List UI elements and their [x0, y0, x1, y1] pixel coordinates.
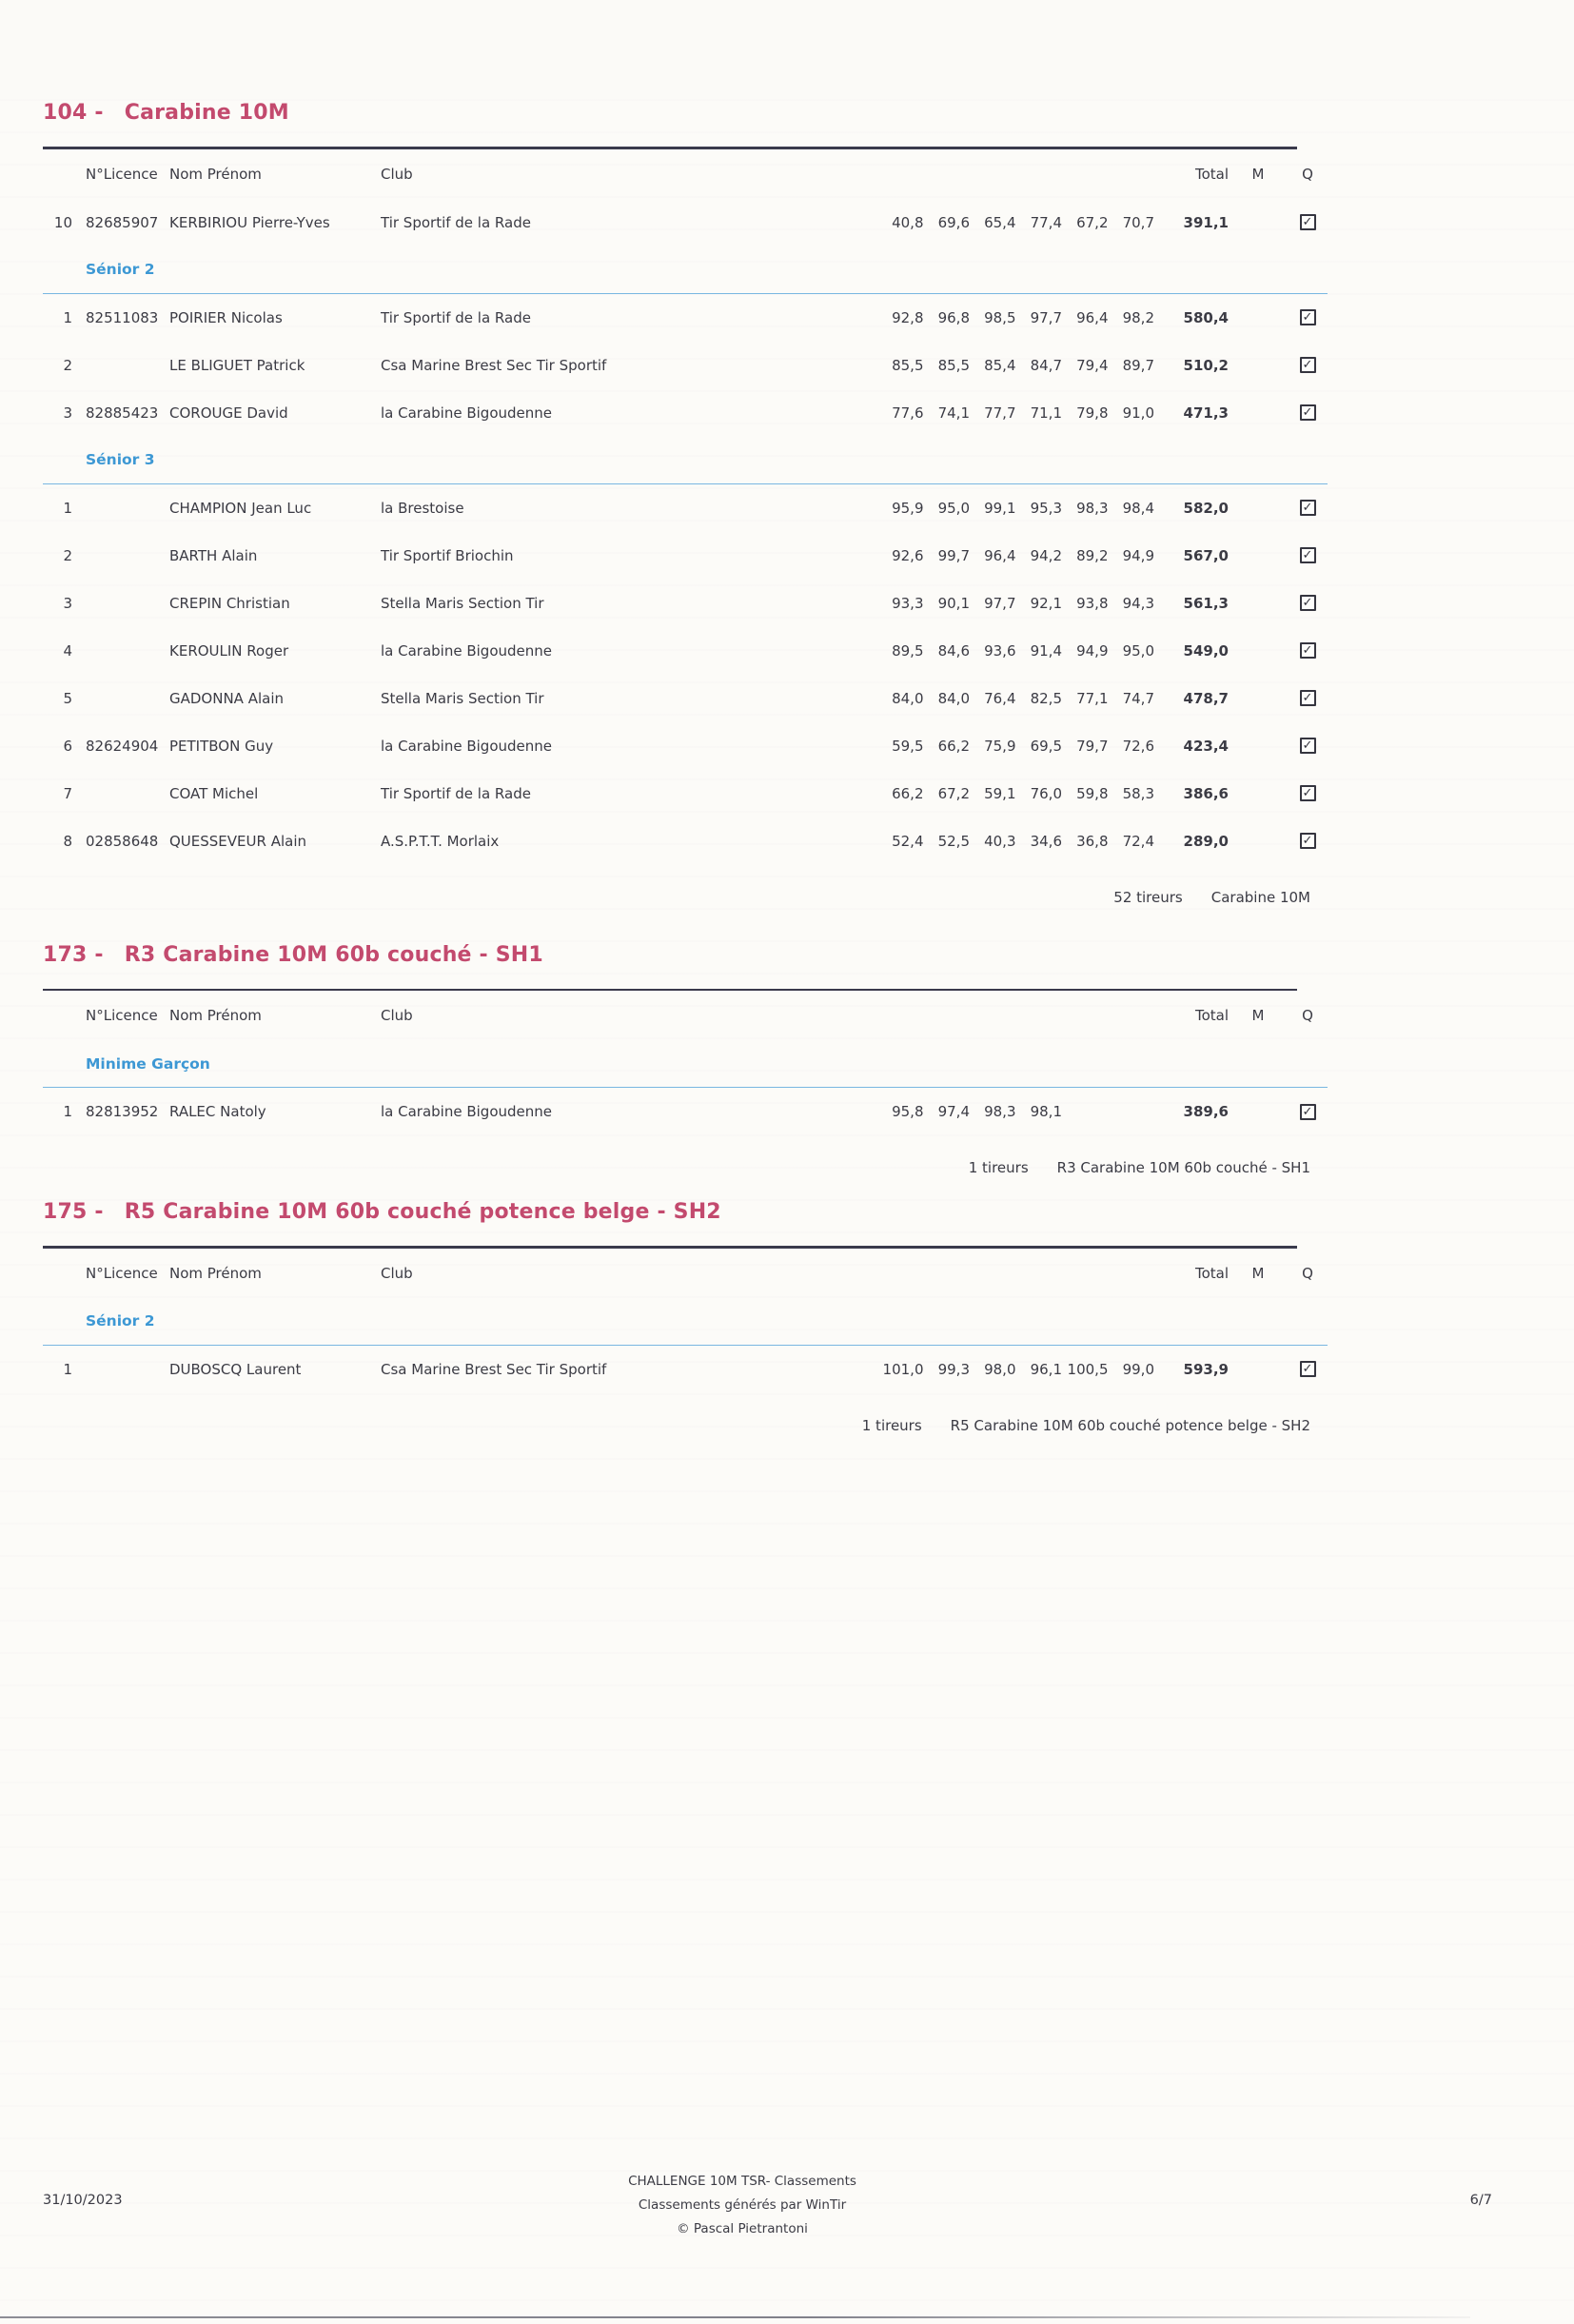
cell-q [1288, 833, 1328, 849]
cell-rank: 2 [63, 546, 72, 564]
column-header-total: Total [1194, 1007, 1229, 1024]
cell-score: 52,4 [892, 832, 924, 850]
cell-total: 567,0 [1183, 546, 1229, 564]
cell-rank: 1 [63, 1360, 72, 1378]
table-row [43, 532, 1328, 580]
cell-club: Tir Sportif Briochin [381, 546, 514, 564]
cell-club: la Carabine Bigoudenne [381, 1103, 552, 1120]
table-row [43, 770, 1328, 817]
table-row [43, 1088, 1328, 1135]
cell-q [1288, 500, 1328, 516]
cell-club: Csa Marine Brest Sec Tir Sportif [381, 356, 607, 374]
cell-score: 94,9 [1076, 641, 1109, 660]
cell-score: 100,5 [1067, 1360, 1109, 1378]
cell-score: 94,2 [1030, 546, 1062, 564]
cell-score: 95,9 [892, 499, 924, 517]
cell-rank: 6 [63, 737, 72, 755]
cell-score: 36,8 [1076, 832, 1109, 850]
cell-score: 52,5 [937, 832, 970, 850]
section-title [43, 99, 1375, 128]
cell-score: 93,8 [1076, 594, 1109, 612]
cell-score: 96,4 [984, 546, 1016, 564]
cell-shooter-name: COROUGE David [169, 404, 288, 422]
cell-score: 98,0 [984, 1360, 1016, 1378]
cell-score: 34,6 [1030, 832, 1062, 850]
cell-total: 423,4 [1183, 737, 1229, 755]
footer-line-copyright: © Pascal Pietrantoni [677, 2221, 808, 2236]
checked-checkbox-icon: ✓ [1300, 595, 1316, 611]
cell-score: 95,0 [1122, 641, 1154, 660]
cell-score: 99,7 [937, 546, 970, 564]
checked-checkbox-icon: ✓ [1300, 547, 1316, 563]
column-header-m: M [1251, 1264, 1265, 1282]
table-row [43, 294, 1328, 342]
cell-score: 99,0 [1122, 1360, 1154, 1378]
section-title [43, 1198, 1375, 1227]
cell-shooter-name: KERBIRIOU Pierre-Yves [169, 213, 330, 231]
results-section [43, 99, 1375, 916]
summary-shooter-count: 1 tireurs [861, 1416, 922, 1434]
cell-shooter-name: CHAMPION Jean Luc [169, 499, 312, 517]
summary-shooter-count: 52 tireurs [1113, 888, 1183, 906]
checked-checkbox-icon: ✓ [1300, 1104, 1316, 1120]
cell-score: 95,3 [1030, 499, 1062, 517]
cell-score: 93,6 [984, 641, 1016, 660]
cell-score: 98,3 [1076, 499, 1109, 517]
cell-score: 70,7 [1122, 213, 1154, 231]
cell-club: Tir Sportif de la Rade [381, 784, 531, 802]
cell-score: 77,1 [1076, 689, 1109, 707]
cell-score: 74,7 [1122, 689, 1154, 707]
checked-checkbox-icon: ✓ [1300, 309, 1316, 325]
cell-score: 74,1 [937, 404, 970, 422]
category-label: Minime Garçon [43, 1040, 1328, 1088]
cell-shooter-name: RALEC Natoly [169, 1103, 266, 1120]
column-header-m: M [1251, 1007, 1265, 1024]
cell-licence: 82813952 [86, 1103, 159, 1120]
cell-licence: 82624904 [86, 737, 159, 755]
column-header-total: Total [1194, 165, 1229, 183]
checked-checkbox-icon: ✓ [1300, 214, 1316, 230]
cell-score: 84,0 [892, 689, 924, 707]
cell-score: 97,7 [984, 594, 1016, 612]
cell-score: 96,8 [937, 308, 970, 326]
cell-rank: 3 [63, 594, 72, 612]
cell-shooter-name: QUESSEVEUR Alain [169, 832, 306, 850]
cell-score: 92,1 [1030, 594, 1062, 612]
checked-checkbox-icon: ✓ [1300, 738, 1316, 754]
column-header-licence: N°Licence [86, 1007, 158, 1024]
cell-score: 97,7 [1030, 308, 1062, 326]
cell-total: 580,4 [1183, 308, 1229, 326]
table-row [43, 199, 1328, 246]
cell-score: 58,3 [1122, 784, 1154, 802]
page-number: 6/7 [1469, 2193, 1492, 2208]
summary-discipline-label: R3 Carabine 10M 60b couché - SH1 [1056, 1159, 1310, 1176]
cell-club: A.S.P.T.T. Morlaix [381, 832, 500, 850]
checked-checkbox-icon: ✓ [1300, 1361, 1316, 1377]
cell-score: 82,5 [1030, 689, 1062, 707]
cell-rank: 1 [63, 308, 72, 326]
cell-score: 92,8 [892, 308, 924, 326]
column-header-licence: N°Licence [86, 1264, 158, 1282]
footer-line-title: CHALLENGE 10M TSR- Classements [628, 2174, 856, 2189]
cell-score: 96,4 [1076, 308, 1109, 326]
cell-licence: 82685907 [86, 213, 159, 231]
section-summary [43, 878, 1310, 916]
cell-score: 69,5 [1030, 737, 1062, 755]
cell-score: 98,1 [1030, 1103, 1062, 1120]
cell-rank: 8 [63, 832, 72, 850]
cell-score: 79,4 [1076, 356, 1109, 374]
cell-score: 72,4 [1122, 832, 1154, 850]
cell-rank: 5 [63, 689, 72, 707]
cell-score: 84,7 [1030, 356, 1062, 374]
cell-shooter-name: PETITBON Guy [169, 737, 274, 755]
cell-licence: 82511083 [86, 308, 159, 326]
cell-rank: 3 [63, 404, 72, 422]
cell-score: 101,0 [882, 1360, 924, 1378]
cell-q [1288, 1361, 1328, 1377]
cell-score: 77,6 [892, 404, 924, 422]
cell-club: Tir Sportif de la Rade [381, 308, 531, 326]
cell-score: 91,0 [1122, 404, 1154, 422]
cell-score: 69,6 [937, 213, 970, 231]
column-header-name: Nom Prénom [169, 1007, 262, 1024]
cell-q [1288, 214, 1328, 230]
cell-shooter-name: BARTH Alain [169, 546, 258, 564]
table-row [43, 342, 1328, 389]
cell-licence: 82885423 [86, 404, 159, 422]
table-header-row [43, 1249, 1328, 1298]
cell-q [1288, 595, 1328, 611]
cell-shooter-name: POIRIER Nicolas [169, 308, 283, 326]
cell-score: 79,8 [1076, 404, 1109, 422]
cell-score: 59,8 [1076, 784, 1109, 802]
cell-score: 40,3 [984, 832, 1016, 850]
cell-score: 66,2 [937, 737, 970, 755]
cell-score: 59,1 [984, 784, 1016, 802]
cell-total: 478,7 [1183, 689, 1229, 707]
column-header-licence: N°Licence [86, 165, 158, 183]
cell-total: 549,0 [1183, 641, 1229, 660]
section-number: 175 - [43, 1200, 104, 1224]
table-header-row [43, 991, 1328, 1040]
summary-discipline-label: R5 Carabine 10M 60b couché potence belge - SH2 [950, 1416, 1310, 1434]
cell-shooter-name: GADONNA Alain [169, 689, 285, 707]
cell-total: 391,1 [1183, 213, 1229, 231]
section-summary [43, 1149, 1310, 1187]
table-row [43, 389, 1328, 437]
section-summary [43, 1407, 1310, 1445]
cell-score: 40,8 [892, 213, 924, 231]
section-number: 173 - [43, 942, 104, 967]
checked-checkbox-icon: ✓ [1300, 833, 1316, 849]
summary-discipline-label: Carabine 10M [1210, 888, 1310, 906]
column-header-club: Club [381, 1264, 413, 1282]
cell-total: 289,0 [1183, 832, 1229, 850]
summary-shooter-count: 1 tireurs [968, 1159, 1029, 1176]
cell-score: 65,4 [984, 213, 1016, 231]
cell-score: 84,0 [937, 689, 970, 707]
cell-score: 79,7 [1076, 737, 1109, 755]
cell-score: 66,2 [892, 784, 924, 802]
scan-edge-line [0, 2316, 1470, 2319]
cell-total: 561,3 [1183, 594, 1229, 612]
cell-score: 98,2 [1122, 308, 1154, 326]
cell-total: 471,3 [1183, 404, 1229, 422]
category-label: Sénior 3 [43, 437, 1328, 484]
cell-q [1288, 309, 1328, 325]
cell-rank: 7 [63, 784, 72, 802]
cell-club: Tir Sportif de la Rade [381, 213, 531, 231]
section-name: R3 Carabine 10M 60b couché - SH1 [124, 942, 543, 967]
cell-score: 97,4 [937, 1103, 970, 1120]
cell-q [1288, 1104, 1328, 1120]
cell-total: 510,2 [1183, 356, 1229, 374]
footer-date: 31/10/2023 [43, 2193, 123, 2208]
cell-score: 77,4 [1030, 213, 1062, 231]
cell-rank: 10 [53, 213, 72, 231]
cell-q [1288, 785, 1328, 801]
cell-q [1288, 547, 1328, 563]
cell-score: 91,4 [1030, 641, 1062, 660]
results-section [43, 1198, 1375, 1445]
cell-score: 90,1 [937, 594, 970, 612]
checked-checkbox-icon: ✓ [1300, 357, 1316, 373]
cell-shooter-name: KEROULIN Roger [169, 641, 289, 660]
cell-score: 99,1 [984, 499, 1016, 517]
footer-line-generator: Classements générés par WinTir [638, 2197, 847, 2213]
cell-total: 582,0 [1183, 499, 1229, 517]
cell-score: 89,7 [1122, 356, 1154, 374]
column-header-q: Q [1302, 1007, 1313, 1024]
footer-center-block [0, 2170, 1485, 2241]
section-name: Carabine 10M [124, 101, 289, 125]
cell-score: 99,3 [937, 1360, 970, 1378]
cell-score: 67,2 [1076, 213, 1109, 231]
cell-score: 71,1 [1030, 404, 1062, 422]
cell-score: 89,5 [892, 641, 924, 660]
cell-rank: 2 [63, 356, 72, 374]
table-row [43, 722, 1328, 770]
cell-total: 386,6 [1183, 784, 1229, 802]
scanned-results-page [0, 99, 1574, 2324]
cell-score: 76,4 [984, 689, 1016, 707]
cell-rank: 4 [63, 641, 72, 660]
cell-score: 67,2 [937, 784, 970, 802]
cell-score: 93,3 [892, 594, 924, 612]
cell-score: 85,5 [937, 356, 970, 374]
checked-checkbox-icon: ✓ [1300, 690, 1316, 706]
cell-q [1288, 690, 1328, 706]
checked-checkbox-icon: ✓ [1300, 785, 1316, 801]
table-row [43, 817, 1328, 865]
cell-score: 84,6 [937, 641, 970, 660]
results-content [0, 99, 1375, 1445]
cell-club: Stella Maris Section Tir [381, 594, 544, 612]
cell-q [1288, 642, 1328, 659]
cell-score: 77,7 [984, 404, 1016, 422]
column-header-name: Nom Prénom [169, 165, 262, 183]
cell-shooter-name: DUBOSCQ Laurent [169, 1360, 302, 1378]
category-label: Sénior 2 [43, 1298, 1328, 1346]
cell-club: la Carabine Bigoudenne [381, 404, 552, 422]
column-header-club: Club [381, 1007, 413, 1024]
cell-club: la Brestoise [381, 499, 464, 517]
cell-shooter-name: CREPIN Christian [169, 594, 290, 612]
cell-score: 94,3 [1122, 594, 1154, 612]
cell-score: 85,5 [892, 356, 924, 374]
checked-checkbox-icon: ✓ [1300, 500, 1316, 516]
cell-club: la Carabine Bigoudenne [381, 737, 552, 755]
column-header-name: Nom Prénom [169, 1264, 262, 1282]
cell-shooter-name: COAT Michel [169, 784, 259, 802]
cell-licence: 02858648 [86, 832, 159, 850]
section-name: R5 Carabine 10M 60b couché potence belge - SH2 [124, 1200, 721, 1224]
column-header-m: M [1251, 165, 1265, 183]
checked-checkbox-icon: ✓ [1300, 642, 1316, 659]
table-row [43, 484, 1328, 532]
table-row [43, 580, 1328, 627]
table-row [43, 627, 1328, 675]
section-title [43, 941, 1375, 970]
cell-total: 389,6 [1183, 1103, 1229, 1120]
cell-rank: 1 [63, 499, 72, 517]
table-header-row [43, 149, 1328, 199]
column-header-q: Q [1302, 165, 1313, 183]
cell-total: 593,9 [1183, 1360, 1229, 1378]
cell-score: 96,1 [1030, 1360, 1062, 1378]
cell-score: 72,6 [1122, 737, 1154, 755]
column-header-club: Club [381, 165, 413, 183]
cell-score: 76,0 [1030, 784, 1062, 802]
cell-score: 59,5 [892, 737, 924, 755]
cell-score: 75,9 [984, 737, 1016, 755]
column-header-total: Total [1194, 1264, 1229, 1282]
cell-score: 92,6 [892, 546, 924, 564]
cell-score: 95,8 [892, 1103, 924, 1120]
cell-q [1288, 357, 1328, 373]
cell-q [1288, 738, 1328, 754]
cell-score: 85,4 [984, 356, 1016, 374]
table-row [43, 675, 1328, 722]
checked-checkbox-icon: ✓ [1300, 404, 1316, 421]
cell-club: Csa Marine Brest Sec Tir Sportif [381, 1360, 607, 1378]
results-section [43, 941, 1375, 1188]
cell-score: 95,0 [937, 499, 970, 517]
cell-club: Stella Maris Section Tir [381, 689, 544, 707]
cell-shooter-name: LE BLIGUET Patrick [169, 356, 305, 374]
cell-rank: 1 [63, 1103, 72, 1120]
cell-club: la Carabine Bigoudenne [381, 641, 552, 660]
cell-score: 98,5 [984, 308, 1016, 326]
table-row [43, 1346, 1328, 1393]
cell-score: 98,4 [1122, 499, 1154, 517]
cell-score: 98,3 [984, 1103, 1016, 1120]
cell-q [1288, 404, 1328, 421]
section-number: 104 - [43, 101, 104, 125]
cell-score: 94,9 [1122, 546, 1154, 564]
cell-score: 89,2 [1076, 546, 1109, 564]
category-label: Sénior 2 [43, 246, 1328, 294]
column-header-q: Q [1302, 1264, 1313, 1282]
